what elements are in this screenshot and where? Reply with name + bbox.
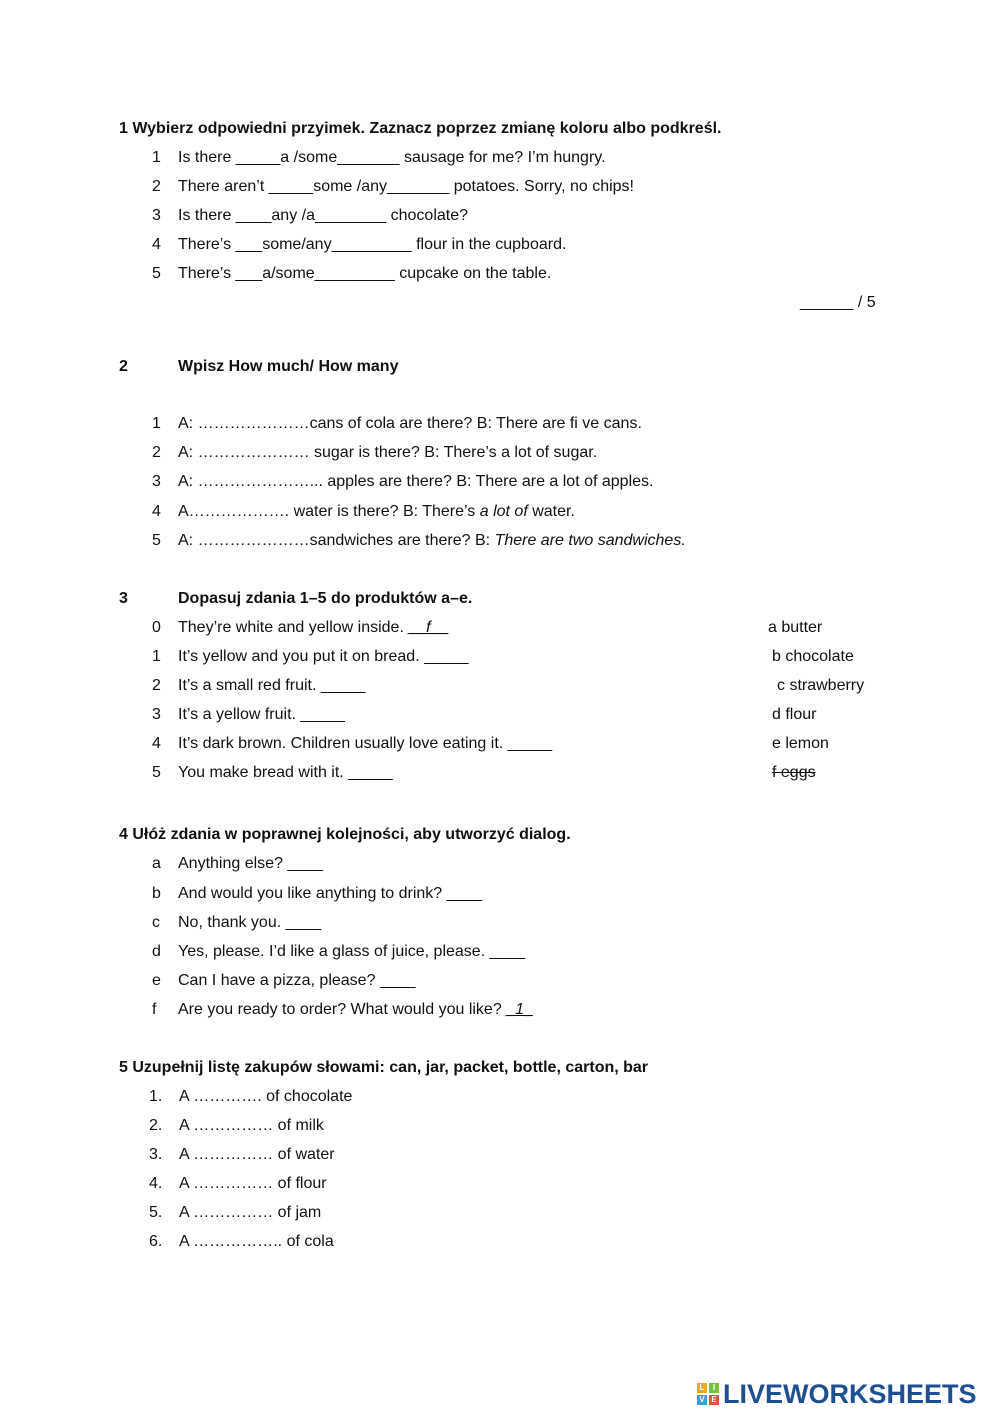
ex5-item-num: 6. [149,1233,163,1250]
ex3-item-text[interactable]: It’s dark brown. Children usually love eating it. _____ [178,735,553,752]
ex3-item-num: 1 [152,648,161,665]
ex1-item-text: There aren’t _____some /any_______ potatoes. Sorry, no chips! [178,178,634,195]
ex3-item-text[interactable]: It’s a yellow fruit. _____ [178,706,345,723]
ex4-item-letter: c [152,914,160,931]
ex2-item-text[interactable]: A: ………………… sugar is there? B: There’s a lot of sugar. [178,444,598,461]
ex1-item-num: 3 [152,207,161,224]
ex3-option: e lemon [772,735,829,752]
logo-letter: L [697,1383,707,1393]
ex5-item-text[interactable]: A …………. of chocolate [179,1088,353,1105]
ex5-item-num: 2. [149,1117,163,1134]
ex2-title: Wpisz How much/ How many [178,358,399,375]
ex2-item-pre: A………………. water is there? B: There’s [178,503,480,520]
ex3-item-sentence: They’re white and yellow inside. [178,619,409,636]
ex3-item-num: 2 [152,677,161,694]
ex1-item-text: There’s ___a/some_________ cupcake on the table. [178,265,552,282]
ex4-item-letter: f [152,1001,157,1018]
ex3-item-num: 5 [152,764,161,781]
ex2-item-text[interactable]: A: …………………cans of cola are there? B: There are fi ve cans. [178,415,642,432]
ex3-number: 3 [119,590,128,607]
ex5-title: 5 Uzupełnij listę zakupów słowami: can, jar, packet, bottle, carton, bar [119,1059,649,1076]
ex3-item-text [178,618,448,638]
ex1-title: 1 Wybierz odpowiedni przyimek. Zaznacz poprzez zmianę koloru albo podkreśl. [119,120,722,137]
ex1-item-text: Is there ____any /a________ chocolate? [178,207,469,224]
ex2-item-em: There are two sandwiches. [494,532,686,549]
ex4-item-text[interactable]: Anything else? ____ [178,855,323,872]
ex2-item-num: 1 [152,415,161,432]
ex5-item-text[interactable]: A …………….. of cola [179,1233,334,1250]
ex3-option: b chocolate [772,648,854,665]
ex1-item-num: 5 [152,265,161,282]
ex5-item-text[interactable]: A …………… of milk [179,1117,324,1134]
ex2-item-em: a lot of [479,503,528,520]
ex3-item-num: 0 [152,619,161,636]
logo-letter: E [709,1395,719,1405]
logo-mark-icon [697,1383,719,1405]
ex1-item-num: 2 [152,178,161,195]
ex1-item-text: There’s ___some/any_________ flour in the cupboard. [178,236,567,253]
ex1-item-text: Is there _____a /some_______ sausage for me? I’m hungry. [178,149,606,166]
logo-letter: V [697,1395,707,1405]
ex3-item-num: 4 [152,735,161,752]
ex5-item-num: 1. [149,1088,163,1105]
ex4-item-letter: a [152,855,161,872]
ex3-title: Dopasuj zdania 1–5 do produktów a–e. [178,590,473,607]
ex4-item-sentence: Are you ready to order? What would you like? [178,1001,507,1018]
ex4-item-letter: d [152,943,161,960]
logo-text: LIVEWORKSHEETS [723,1378,977,1409]
ex2-item-text[interactable] [178,502,575,522]
logo-letter: I [709,1383,719,1393]
ex3-example-answer: __f__ [408,619,449,636]
ex4-item-text[interactable]: Yes, please. I’d like a glass of juice, please. ____ [178,943,526,960]
ex3-option-used: f eggs [772,764,816,781]
ex2-item-pre: A: …………………sandwiches are there? B: [178,532,495,549]
ex3-item-text[interactable]: You make bread with it. _____ [178,764,393,781]
liveworksheets-logo [697,1379,977,1409]
ex1-score[interactable]: ______ / 5 [800,294,876,311]
ex4-example-answer: _1_ [506,1001,533,1018]
ex4-item-text[interactable]: No, thank you. ____ [178,914,322,931]
ex5-item-num: 5. [149,1204,163,1221]
ex2-item-text[interactable] [178,531,686,551]
ex2-item-num: 2 [152,444,161,461]
ex2-item-num: 3 [152,473,161,490]
ex4-item-letter: b [152,885,161,902]
ex2-item-num: 5 [152,532,161,549]
ex3-option: a butter [768,619,823,636]
ex5-item-num: 3. [149,1146,163,1163]
ex2-number: 2 [119,358,128,375]
ex3-option: c strawberry [777,677,865,694]
ex1-item-num: 4 [152,236,161,253]
ex1-item-num: 1 [152,149,161,166]
ex4-item-text [178,1000,533,1020]
ex5-item-num: 4. [149,1175,163,1192]
ex5-item-text[interactable]: A …………… of flour [179,1175,327,1192]
ex2-item-num: 4 [152,503,161,520]
ex3-item-num: 3 [152,706,161,723]
ex4-item-text[interactable]: And would you like anything to drink? ____ [178,885,483,902]
ex4-item-letter: e [152,972,161,989]
ex4-title: 4 Ułóż zdania w poprawnej kolejności, aby utworzyć dialog. [119,826,571,843]
ex3-item-text[interactable]: It’s yellow and you put it on bread. _____ [178,648,469,665]
ex5-item-text[interactable]: A …………… of water [179,1146,335,1163]
ex2-item-post: water. [527,503,575,520]
ex3-item-text[interactable]: It’s a small red fruit. _____ [178,677,366,694]
ex3-option: d flour [772,706,817,723]
ex4-item-text[interactable]: Can I have a pizza, please? ____ [178,972,416,989]
ex5-item-text[interactable]: A …………… of jam [179,1204,322,1221]
ex2-item-text[interactable]: A: …………………... apples are there? B: There are a lot of apples. [178,473,654,490]
